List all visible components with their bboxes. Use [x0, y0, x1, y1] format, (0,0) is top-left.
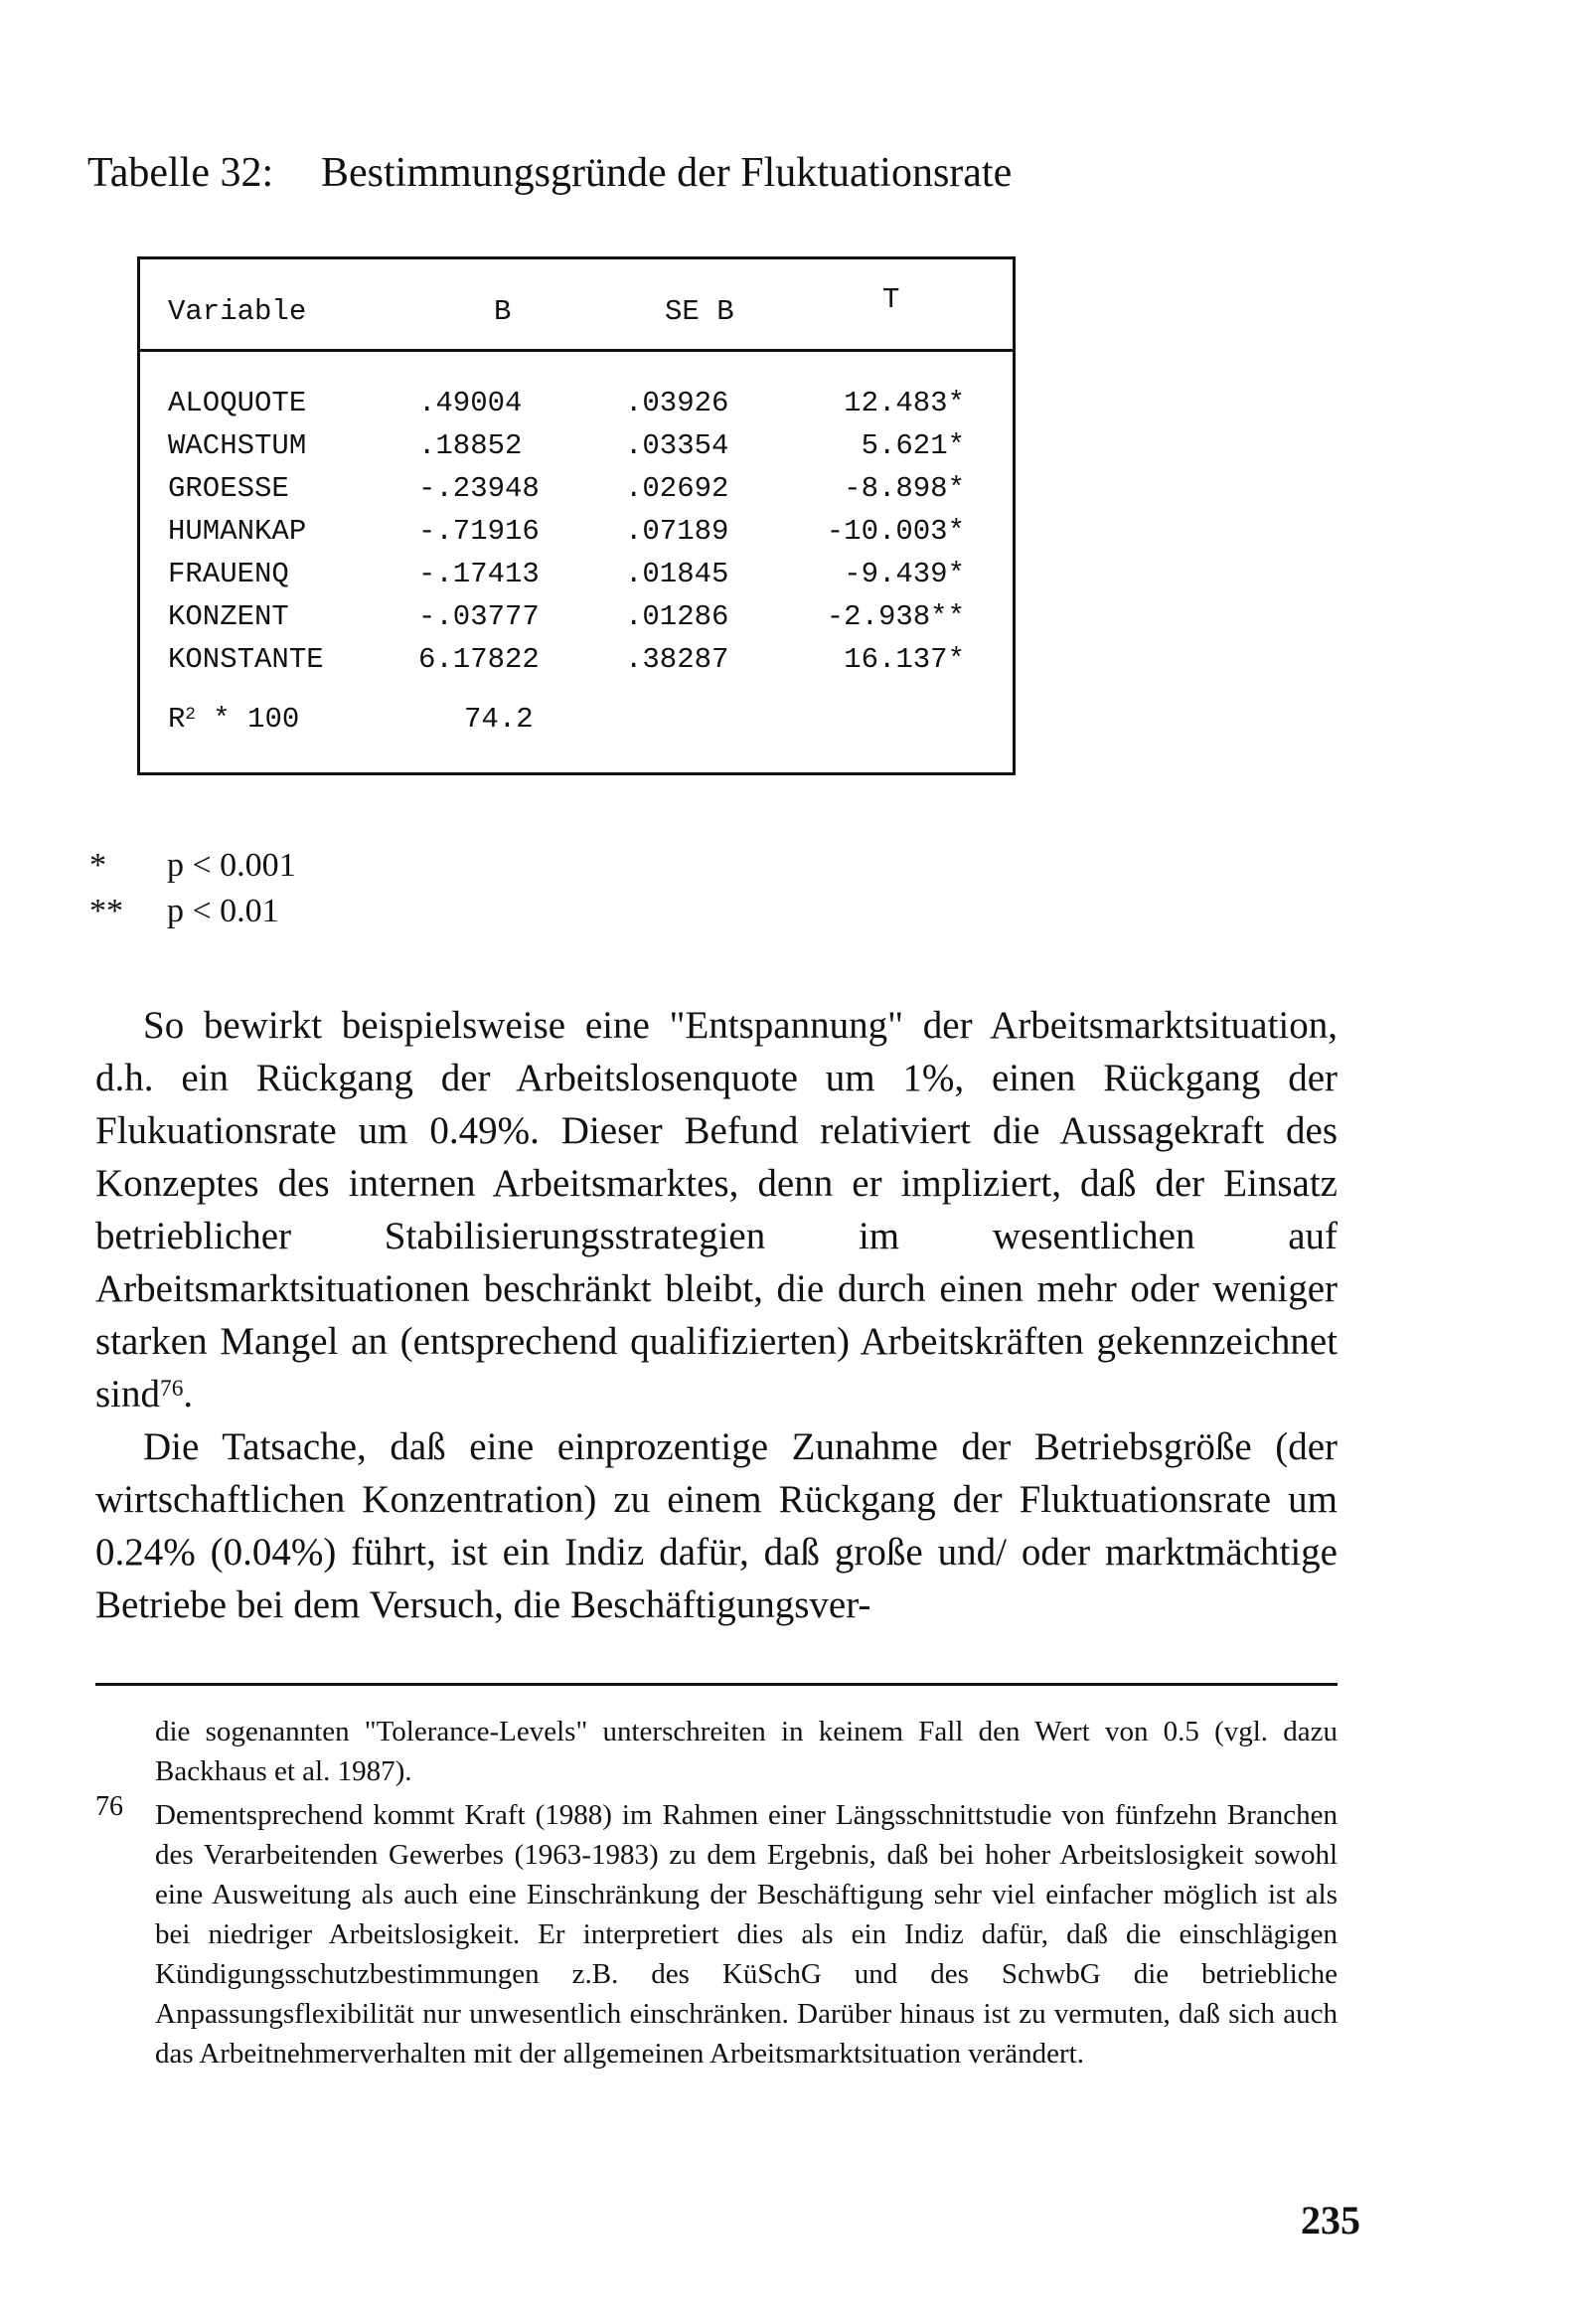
r-squared-value: 74.2 — [464, 703, 534, 736]
row-b: .18852 — [418, 429, 523, 462]
row-variable: KONZENT — [168, 600, 289, 633]
significance-text: p < 0.001 — [167, 847, 296, 884]
footnotes — [95, 1712, 1338, 2077]
paragraph: Die Tatsache, daß eine einprozentige Zunahme der Betriebsgröße (der wirtschaftlichen Konzentration) zu einem Rückgang der Fluktuationsrate um 0.24% (0.04%) führt, ist ein Indiz dafür, daß große und/ oder marktmächtige Betriebe bei dem Versuch, die Beschäftigungsver- — [95, 1425, 1338, 1626]
row-se-b: .01845 — [625, 558, 729, 590]
row-se-b: .03926 — [625, 387, 729, 419]
row-se-b: .07189 — [625, 515, 729, 548]
row-t: -10.003* — [826, 515, 965, 548]
row-se-b: .01286 — [625, 600, 729, 633]
significance-mark: * — [89, 847, 106, 884]
footnote-76 — [95, 1791, 1338, 2074]
r-squared-row — [140, 703, 1013, 746]
row-variable: ALOQUOTE — [168, 387, 307, 419]
row-b: -.17413 — [418, 558, 540, 590]
table-row — [140, 643, 1013, 686]
row-b: -.71916 — [418, 515, 540, 548]
page-number: 235 — [1301, 2198, 1360, 2242]
row-b: 6.17822 — [418, 643, 540, 676]
row-se-b: .38287 — [625, 643, 729, 676]
significance-text: p < 0.01 — [167, 893, 279, 929]
row-variable: GROESSE — [168, 472, 289, 505]
row-se-b: .03354 — [625, 429, 729, 462]
significance-note — [89, 893, 279, 930]
regression-table — [137, 256, 1016, 775]
table-row — [140, 515, 1013, 558]
table-row — [140, 387, 1013, 429]
row-t: 12.483* — [844, 387, 965, 419]
row-t: 5.621* — [861, 429, 965, 462]
table-caption — [87, 149, 1012, 197]
row-variable: KONSTANTE — [168, 643, 324, 676]
body-text — [95, 999, 1338, 1631]
table-number: Tabelle 32: — [87, 150, 274, 196]
r-squared-label: $R^2 * 100$ — [168, 703, 300, 736]
significance-note — [89, 847, 296, 885]
table-header — [140, 259, 1013, 352]
table-title: Bestimmungsgründe der Fluktuationsrate — [321, 150, 1013, 196]
significance-mark: ** — [89, 893, 123, 929]
row-se-b: .02692 — [625, 472, 729, 505]
row-variable: WACHSTUM — [168, 429, 307, 462]
header-variable: Variable — [168, 295, 307, 328]
header-t: T — [882, 283, 900, 316]
row-b: .49004 — [418, 387, 523, 419]
footnote-reference: 76 — [160, 1376, 184, 1403]
header-se-b: SE B — [665, 295, 734, 328]
table-row — [140, 429, 1013, 472]
footnote-divider — [95, 1683, 1338, 1686]
row-variable: HUMANKAP — [168, 515, 307, 548]
table-row — [140, 600, 1013, 643]
footnote-text: Dementsprechend kommt Kraft (1988) im Rahmen einer Längsschnittstudie von fünfzehn Branchen des Verarbeitenden Gewerbes (1963-1983) zu dem Ergebnis, daß bei hoher Arbeitslosigkeit sowohl eine Ausweitung als auch eine Einschränkung der Beschäftigung sehr viel einfacher möglich ist als bei niedriger Arbeitslosigkeit. Er interpretiert dies als ein Indiz dafür, daß die einschlägigen Kündigungsschutzbestimmungen z.B. des KüSchG und des SchwbG die betriebliche Anpassungsflexibilität nur unwesentlich einschränken. Darüber hinaus ist zu vermuten, daß sich auch das Arbeitnehmerverhalten mit der allgemeinen Arbeitsmarktsituation verändert. — [155, 1799, 1338, 2070]
row-b: -.23948 — [418, 472, 540, 505]
paragraph: So bewirkt beispielsweise eine "Entspannung" der Arbeitsmarktsituation, d.h. ein Rückgang der Arbeitslosenquote um 1%, einen Rückgang der Flukuationsrate um 0.49%. Dieser Befund relativiert die Aussagekraft des Konzeptes des internen Arbeitsmarktes, denn er impliziert, daß der Einsatz betrieblicher Stabilisierungsstrategien im wesentlichen auf Arbeitsmarktsituationen beschränkt bleibt, die durch einen mehr oder weniger starken Mangel an (entsprechend qualifizierten) Arbeitskräften gekennzeichnet sind$^{76}$. — [95, 1004, 1338, 1415]
row-t: 16.137* — [844, 643, 965, 676]
table-row — [140, 472, 1013, 515]
row-b: -.03777 — [418, 600, 540, 633]
row-t: -8.898* — [844, 472, 965, 505]
header-b: B — [494, 295, 512, 328]
row-t: -9.439* — [844, 558, 965, 590]
table-row — [140, 558, 1013, 600]
footnote-number: 76 — [95, 1791, 123, 1822]
row-variable: FRAUENQ — [168, 558, 289, 590]
row-t: -2.938** — [826, 600, 965, 633]
footnote-continued: die sogenannten "Tolerance-Levels" unterschreiten in keinem Fall den Wert von 0.5 (vgl. dazu Backhaus et al. 1987). — [155, 1716, 1338, 1787]
